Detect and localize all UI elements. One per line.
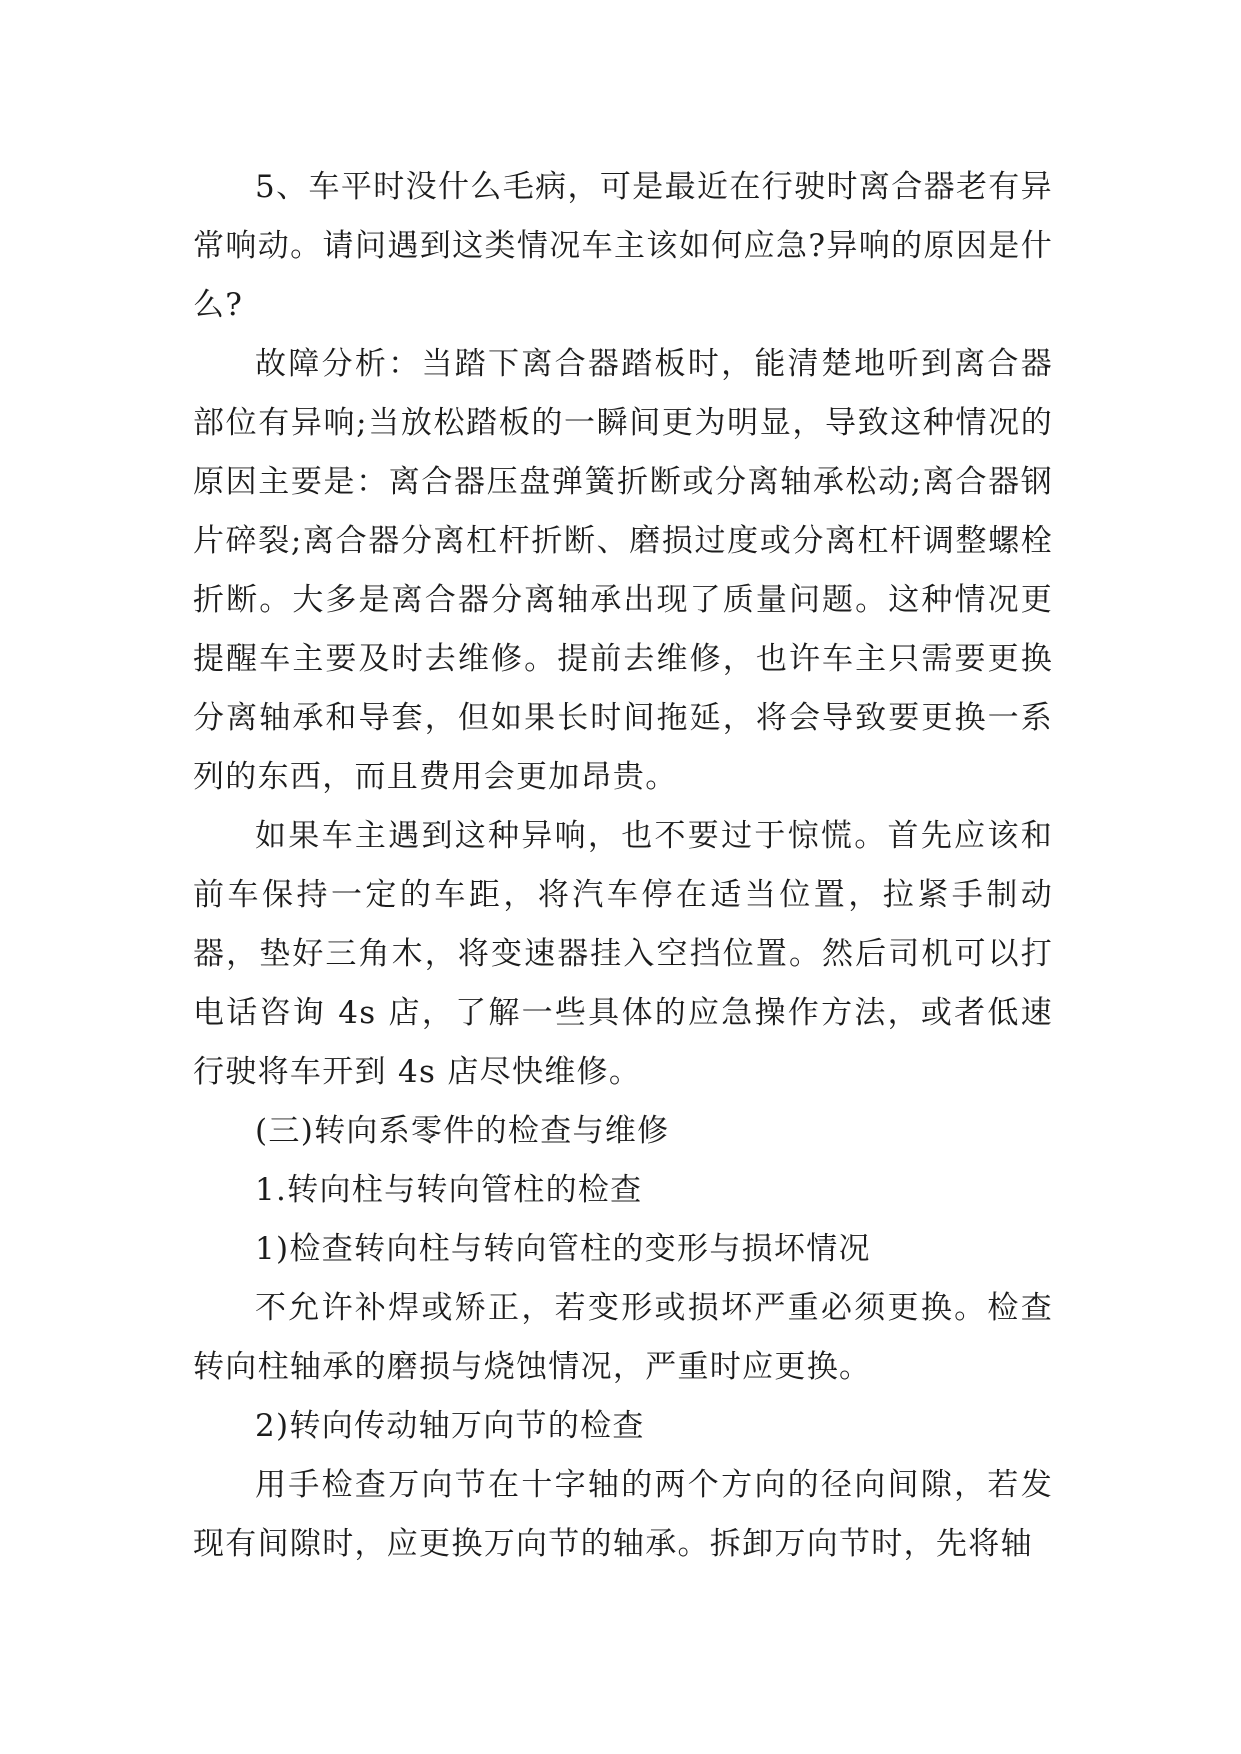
document-body: [193, 158, 1053, 1574]
paragraph-emergency-advice: 如果车主遇到这种异响，也不要过于惊慌。首先应该和前车保持一定的车距，将汽车停在适当位置，拉紧手制动器，垫好三角木，将变速器挂入空挡位置。然后司机可以打电话咨询 4s 店，了解一些具体的应急操作方法，或者低速行驶将车开到 4s 店尽快维修。: [193, 818, 1053, 1090]
item-heading-1: 1)检查转向柱与转向管柱的变形与损坏情况: [255, 1231, 871, 1267]
paragraph-column-check: 不允许补焊或矫正，若变形或损坏严重必须更换。检查转向柱轴承的磨损与烧蚀情况，严重时应更换。: [193, 1290, 1053, 1385]
paragraph-universal-joint: 用手检查万向节在十字轴的两个方向的径向间隙，若发现有间隙时，应更换万向节的轴承。拆卸万向节时，先将轴: [193, 1467, 1053, 1562]
subsection-heading: 1.转向柱与转向管柱的检查: [255, 1172, 643, 1208]
item-heading-2: 2)转向传动轴万向节的检查: [255, 1408, 645, 1444]
paragraph-fault-analysis: 故障分析：当踏下离合器踏板时，能清楚地听到离合器部位有异响;当放松踏板的一瞬间更为明显，导致这种情况的原因主要是：离合器压盘弹簧折断或分离轴承松动;离合器钢片碎裂;离合器分离杠杆折断、磨损过度或分离杠杆调整螺栓折断。大多是离合器分离轴承出现了质量问题。这种情况更提醒车主要及时去维修。提前去维修，也许车主只需要更换分离轴承和导套，但如果长时间拖延，将会导致要更换一系列的东西，而且费用会更加昂贵。: [193, 346, 1053, 795]
paragraph-question: 5、车平时没什么毛病，可是最近在行驶时离合器老有异常响动。请问遇到这类情况车主该如何应急?异响的原因是什么?: [193, 169, 1053, 323]
section-heading: (三)转向系零件的检查与维修: [255, 1113, 670, 1149]
